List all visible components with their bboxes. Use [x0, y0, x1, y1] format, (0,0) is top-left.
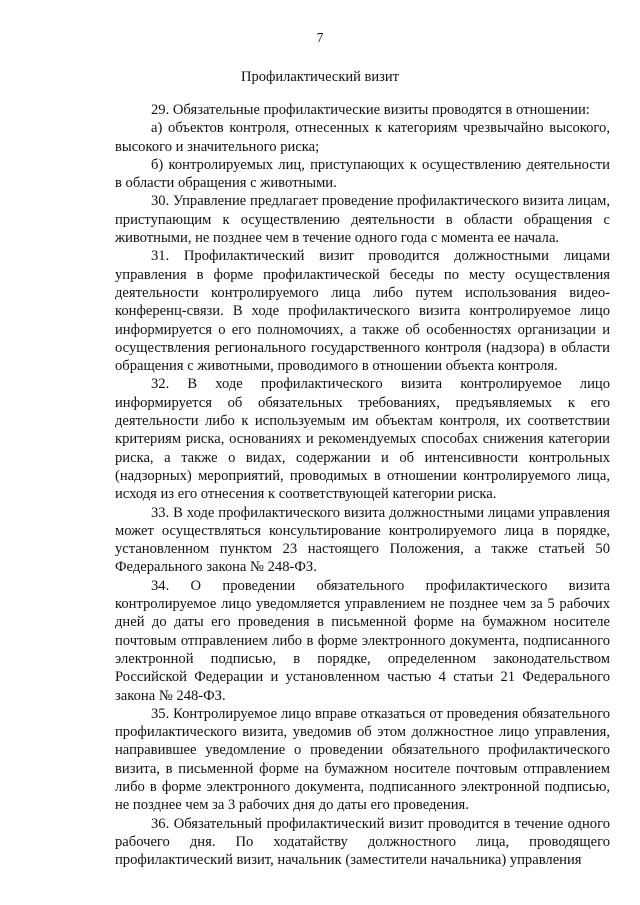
paragraph-35: 35. Контролируемое лицо вправе отказаться от проведения обязательного профилактического визита, уведомив об этом должностное лицо управления, направившее уведомление о проведении обязательного профилактического визита, в письменной форме на бумажном носителе почтовым отправлением либо в форме электронного документа, подписанного электронной подписью, не позднее чем за 3 рабочих дня до даты его проведения.	[115, 705, 610, 814]
paragraph-29-b: б) контролируемых лиц, приступающих к осуществлению деятельности в области обращения с животными.	[115, 156, 610, 192]
body-text	[115, 101, 610, 869]
paragraph-29-a: а) объектов контроля, отнесенных к категориям чрезвычайно высокого, высокого и значительного риска;	[115, 120, 610, 155]
section-title: Профилактический визит	[241, 69, 399, 85]
paragraph-33: 33. В ходе профилактического визита должностными лицами управления может осуществляться консультирование контролируемого лица в порядке, установленном пунктом 23 настоящего Положения, а также статьей 50 Федерального закона № 248-ФЗ.	[115, 504, 610, 576]
paragraph-31: 31. Профилактический визит проводится должностными лицами управления в форме профилактической беседы по месту осуществления деятельности контролируемого лица либо путем использования видео-конференц-связи. В ходе профилактического визита контролируемое лицо информируется о его полномочиях, а также об особенностях организации и осуществления регионального государственного контроля (надзора) в области обращения с животными, проводимого в отношении объекта контроля.	[115, 248, 610, 375]
paragraph-34: 34. О проведении обязательного профилактического визита контролируемое лицо уведомляется управлением не позднее чем за 5 рабочих дней до даты его проведения в письменной форме на бумажном носителе почтовым отправлением либо в форме электронного документа, подписанного электронной подписью, в порядке, определенном законодательством Российской Федерации и установленном частью 4 статьи 21 Федерального закона № 248-ФЗ.	[115, 577, 610, 704]
paragraph-32: 32. В ходе профилактического визита контролируемое лицо информируется об обязательных требованиях, предъявляемых к его деятельности либо к используемым им объектам контроля, их соответствии критериям риска, основаниях и рекомендуемых способах снижения категории риска, а также о видах, содержании и об интенсивности контрольных (надзорных) мероприятий, проводимых в отношении контролируемого лица, исходя из его отнесения к соответствующей категории риска.	[115, 376, 610, 503]
paragraph-36: 36. Обязательный профилактический визит проводится в течение одного рабочего дня. По ходатайству должностного лица, проводящего профилактический визит, начальник (заместители начальника) управления	[115, 815, 610, 869]
paragraph-29: 29. Обязательные профилактические визиты проводятся в отношении:	[151, 102, 590, 118]
page-number: 7	[316, 30, 324, 45]
paragraph-30: 30. Управление предлагает проведение профилактического визита лицам, приступающим к осуществлению деятельности в области обращения с животными, не позднее чем в течение одного года с момента ее начала.	[115, 193, 610, 247]
